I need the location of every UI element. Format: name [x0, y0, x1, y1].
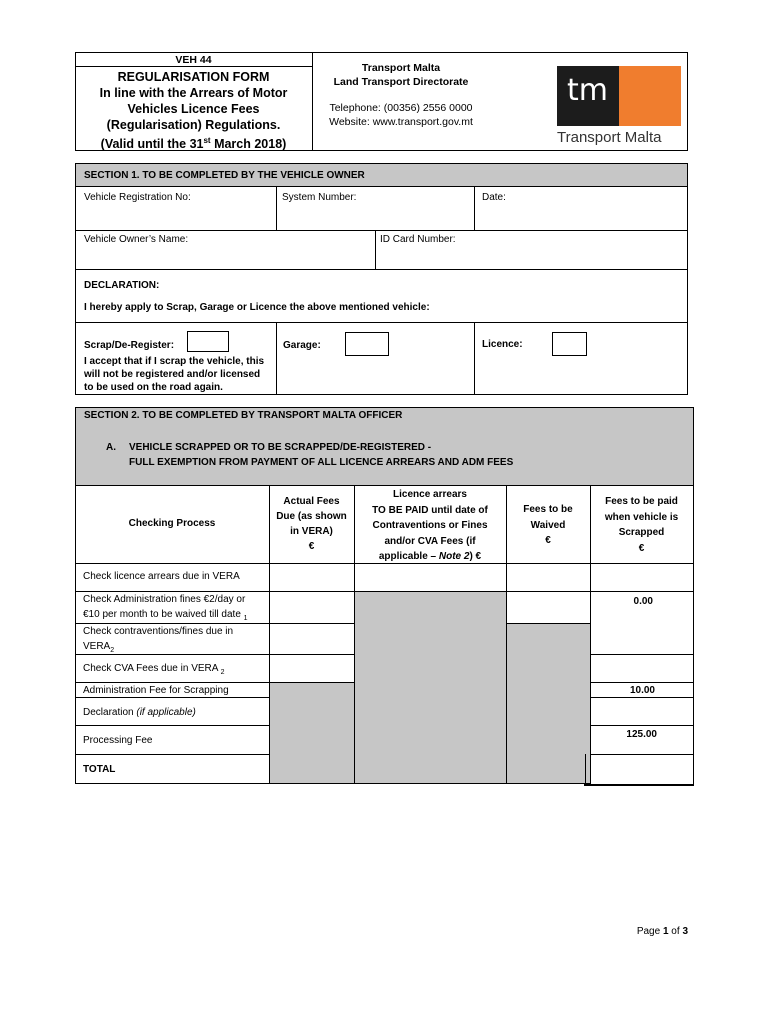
col-header-actual: [269, 494, 354, 554]
col-header-line: Licence arrears: [393, 489, 467, 500]
footnote-ref: 2: [220, 669, 225, 676]
logo-text: Transport Malta: [557, 129, 662, 146]
col-header-line: and/or CVA Fees (if: [384, 535, 476, 547]
row-label-text: VERA: [83, 641, 111, 652]
form-title: [75, 69, 312, 152]
row-label-text: €10 per month to be waived till date: [83, 609, 241, 620]
row-label-licence-arrears: Check licence arrears due in VERA: [83, 571, 240, 582]
divider: [75, 269, 688, 270]
directorate: Land Transport Directorate: [333, 76, 469, 88]
logo-orange-block: [619, 66, 681, 126]
divider: [75, 322, 688, 323]
admin-fines-paid-value: 0.00: [633, 596, 653, 607]
row-label-line: Check contraventions/fines due in: [83, 626, 234, 637]
divider: [75, 407, 694, 408]
row-label-processing-fee: Processing Fee: [83, 735, 153, 746]
divider: [687, 52, 688, 151]
logo-mark: tm: [567, 73, 608, 108]
divider: [75, 407, 76, 486]
col-header-text: applicable –: [378, 551, 439, 562]
valid-sup: st: [203, 136, 211, 145]
scrap-note-line: will not be registered and/or licensed: [84, 369, 261, 380]
section-1-title: SECTION 1. TO BE COMPLETED BY THE VEHICLE OWNER: [84, 170, 365, 181]
page-total: 3: [682, 926, 688, 937]
declaration-text: I hereby apply to Scrap, Garage or Licence the above mentioned vehicle:: [84, 302, 430, 313]
divider: [75, 783, 590, 784]
scrap-note: [84, 355, 274, 394]
row-label-declaration: [83, 706, 196, 719]
title-line: Vehicles Licence Fees: [127, 102, 260, 116]
divider: [506, 623, 591, 624]
divider: [585, 754, 586, 785]
title-line: (Regularisation) Regulations.: [106, 118, 281, 132]
page-text: Page: [636, 926, 663, 937]
divider: [75, 725, 269, 726]
section-2-title: SECTION 2. TO BE COMPLETED BY TRANSPORT MALTA OFFICER: [84, 410, 403, 421]
col-header-note: Note 2: [438, 551, 470, 562]
divider: [75, 394, 688, 395]
arrears-to-pay-cell[interactable]: [355, 564, 505, 590]
garage-label: Garage:: [283, 340, 321, 351]
vehicle-registration-label: Vehicle Registration No:: [84, 192, 191, 203]
subsection-letter: A.: [106, 442, 116, 453]
fees-paid-cell[interactable]: [591, 564, 692, 590]
scrap-note-line: to be used on the road again.: [84, 382, 223, 393]
divider: [75, 230, 688, 231]
owner-name-field[interactable]: [77, 247, 373, 268]
divider: [75, 697, 269, 698]
col-header-line: in VERA): [290, 526, 333, 537]
row-label-italic: (if applicable): [136, 707, 196, 718]
page-text: of: [668, 926, 683, 937]
declaration-title: DECLARATION:: [84, 280, 160, 291]
col-header-line: TO BE PAID until date of: [372, 504, 488, 516]
transport-malta-logo: [557, 66, 681, 126]
col-header-line: [354, 549, 506, 565]
valid-until-line: [75, 133, 312, 152]
date-label: Date:: [482, 192, 506, 203]
divider: [590, 654, 693, 655]
divider: [474, 186, 475, 231]
subsection-title-2: FULL EXEMPTION FROM PAYMENT OF ALL LICENCE ARREARS AND ADM FEES: [129, 457, 514, 468]
col-header-line: Fees to be: [523, 504, 573, 515]
website: Website: www.transport.gov.mt: [329, 116, 473, 128]
row-label-admin-fines: [83, 592, 248, 626]
processing-fee-paid-value: 125.00: [626, 729, 657, 740]
row-label-contraventions: [83, 624, 233, 658]
col-header-checking: Checking Process: [128, 518, 216, 529]
row-label-admin-fee: Administration Fee for Scrapping: [83, 685, 229, 696]
row-label-line: Check Administration fines €2/day or: [83, 594, 246, 605]
licence-checkbox[interactable]: [552, 332, 587, 356]
valid-text: March 2018): [210, 137, 287, 152]
divider: [75, 186, 688, 187]
fees-waived-cell[interactable]: [507, 564, 589, 590]
col-header-arrears: [354, 487, 506, 565]
blocked-cell: [354, 592, 506, 784]
divider: [75, 682, 354, 683]
divider: [693, 485, 694, 786]
divider: [584, 784, 694, 786]
id-card-label: ID Card Number:: [380, 234, 456, 245]
row-label-cva-fees: [83, 662, 225, 679]
org-name: Transport Malta: [361, 62, 441, 74]
divider: [590, 697, 693, 698]
total-paid-cell[interactable]: [591, 755, 692, 783]
vehicle-registration-field[interactable]: [77, 204, 274, 229]
row-label-line: [83, 639, 233, 658]
scrap-checkbox[interactable]: [187, 331, 229, 352]
divider: [75, 754, 269, 755]
col-header-line: Waived: [530, 519, 566, 531]
blocked-cell: [506, 624, 590, 784]
page-number: [630, 925, 688, 938]
divider: [276, 186, 277, 231]
page-current: 1: [662, 926, 669, 937]
row-label-text: Declaration: [83, 707, 137, 718]
col-header-line: Scrapped: [618, 527, 665, 538]
licence-label: Licence:: [482, 339, 523, 350]
date-field[interactable]: [476, 204, 685, 229]
divider: [75, 485, 694, 486]
system-number-label: System Number:: [282, 192, 357, 203]
divider: [687, 163, 688, 395]
row-label-text: Check CVA Fees due in VERA: [83, 663, 218, 674]
admin-fee-paid-value: 10.00: [629, 685, 655, 696]
blocked-cell: [269, 683, 354, 784]
col-header-waived: [506, 502, 590, 549]
divider: [75, 163, 76, 395]
divider: [474, 322, 475, 395]
divider: [590, 725, 693, 726]
scrap-note-line: I accept that if I scrap the vehicle, this: [84, 356, 265, 367]
owner-name-label: Vehicle Owner’s Name:: [84, 234, 189, 245]
col-header-line: €: [638, 542, 645, 554]
col-header-text: ) €: [469, 551, 482, 562]
row-label-total: TOTAL: [83, 764, 116, 775]
garage-checkbox[interactable]: [345, 332, 389, 356]
title-line: In line with the Arrears of Motor: [99, 86, 288, 100]
col-header-paid: [590, 494, 693, 556]
form-code: VEH 44: [175, 54, 212, 66]
telephone: Telephone: (00356) 2556 0000: [329, 102, 473, 114]
valid-text: (Valid until the 31: [100, 137, 204, 152]
scrap-label: Scrap/De-Register:: [84, 340, 175, 351]
subsection-title-1: VEHICLE SCRAPPED OR TO BE SCRAPPED/DE-REGISTERED -: [129, 442, 432, 453]
col-header-line: €: [308, 541, 315, 552]
divider: [75, 163, 688, 164]
divider: [693, 407, 694, 486]
id-card-field[interactable]: [377, 247, 685, 268]
col-header-line: €: [545, 535, 551, 546]
col-header-line: when vehicle is: [604, 511, 679, 523]
system-number-field[interactable]: [278, 204, 472, 229]
col-header-line: Actual Fees: [283, 496, 340, 507]
col-header-line: Due (as shown: [276, 511, 347, 522]
col-header-line: Contraventions or Fines: [372, 520, 488, 531]
col-header-line: Fees to be paid: [605, 496, 678, 507]
title-line: REGULARISATION FORM: [117, 70, 270, 84]
divider: [375, 230, 376, 270]
actual-fees-arrears-cell[interactable]: [270, 564, 353, 590]
footnote-ref: 1: [243, 615, 248, 622]
divider: [276, 322, 277, 395]
divider: [590, 682, 693, 683]
footnote-ref: 2: [110, 647, 115, 654]
